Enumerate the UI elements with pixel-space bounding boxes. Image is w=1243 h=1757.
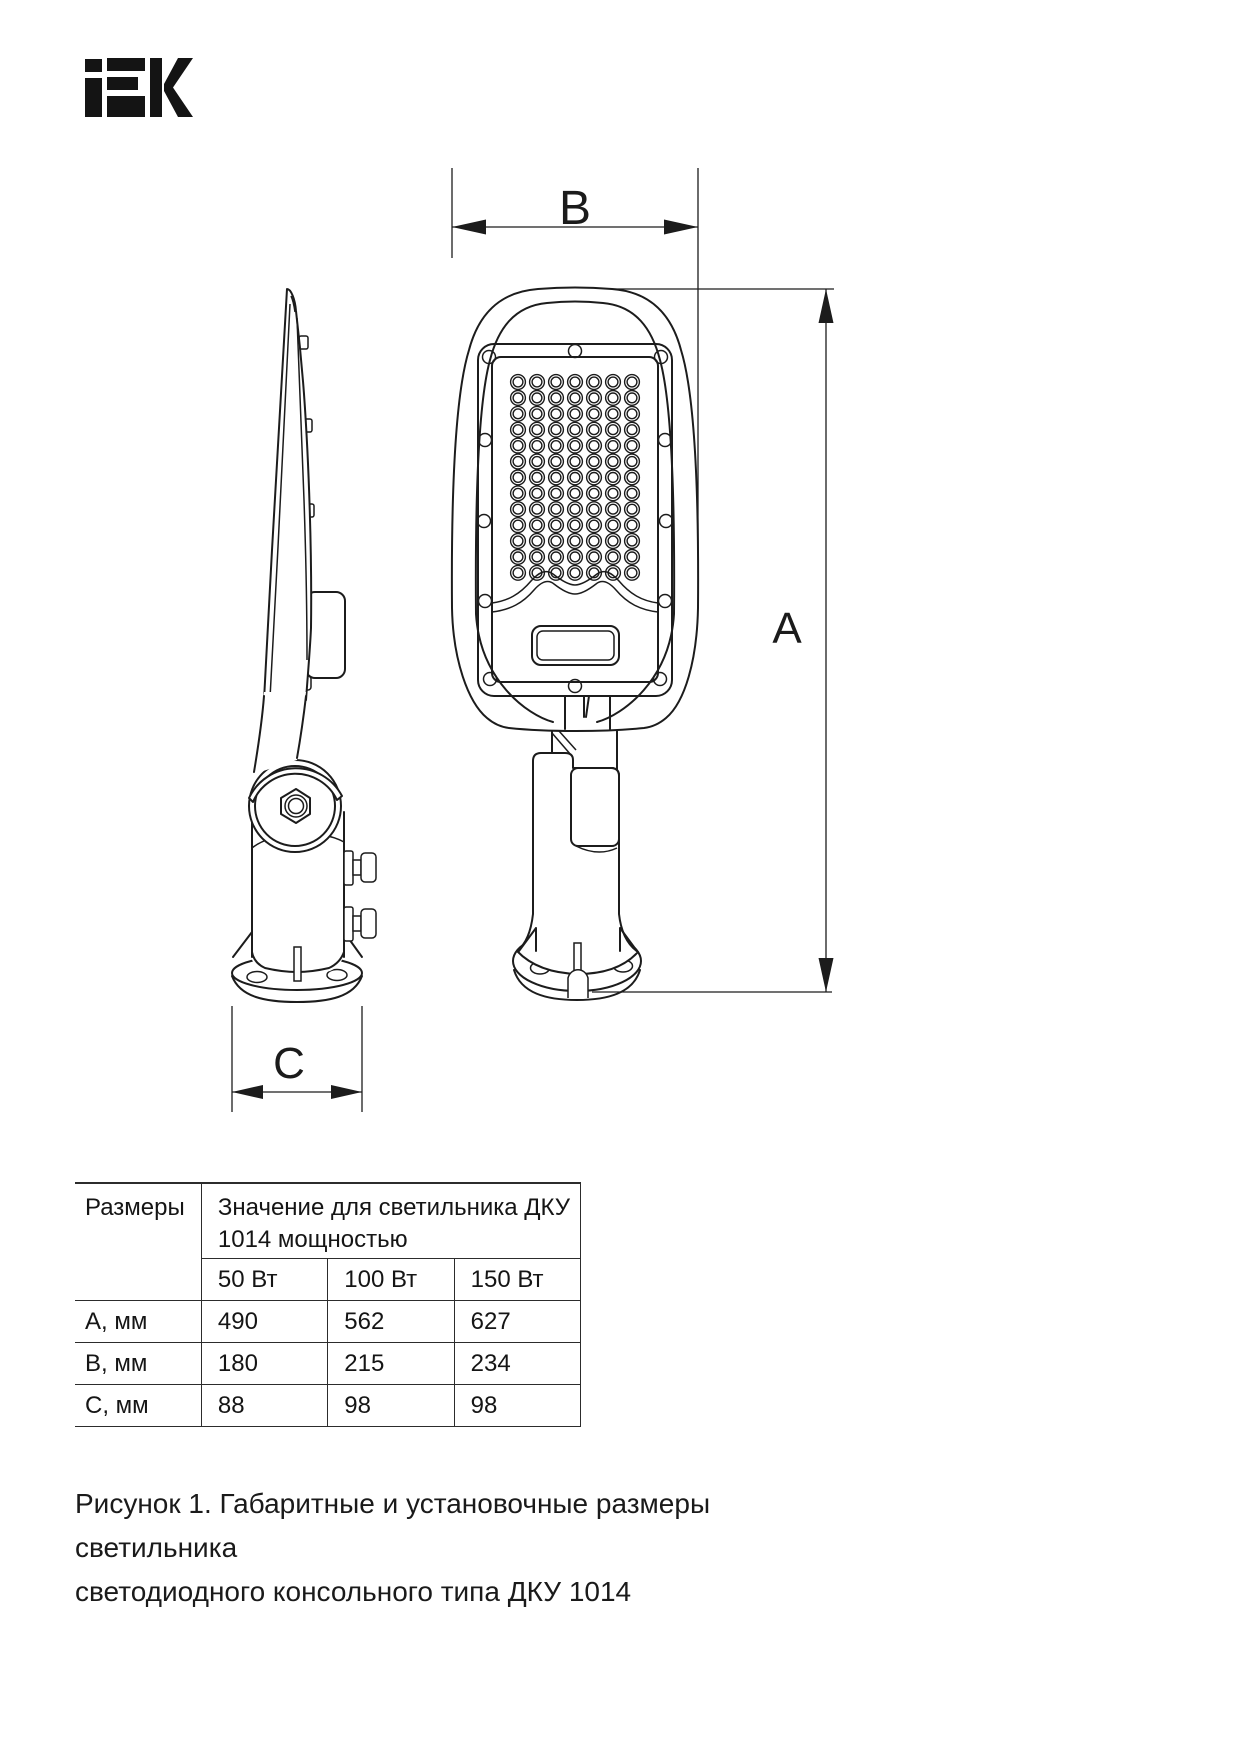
table-cell: 562 <box>328 1301 454 1343</box>
front-flange-slot <box>574 943 581 973</box>
side-pivot-joint <box>249 692 342 852</box>
figure-caption-line1: Рисунок 1. Габаритные и установочные размеры светильника <box>75 1488 711 1563</box>
dimension-label-a: A <box>772 604 802 653</box>
table-header-power-50: 50 Вт <box>201 1259 327 1301</box>
side-view <box>232 289 376 1002</box>
table-row-c <box>75 1385 581 1427</box>
dimension-c <box>232 1006 362 1112</box>
dimensions-table <box>75 1182 581 1427</box>
table-cell: 88 <box>201 1385 327 1427</box>
table-header-power-150: 150 Вт <box>454 1259 580 1301</box>
table-row-a <box>75 1301 581 1343</box>
table-row-b <box>75 1343 581 1385</box>
front-cable-lines <box>552 731 576 755</box>
front-flange-notch <box>568 970 588 998</box>
table-cell: 490 <box>201 1301 327 1343</box>
row-label: B, мм <box>75 1343 201 1385</box>
table-cell: 627 <box>454 1301 580 1343</box>
figure-caption-line2: светодиодного консольного типа ДКУ 1014 <box>75 1576 632 1607</box>
table-header-group: Значение для светильника ДКУ 1014 мощностью <box>201 1183 580 1259</box>
table-cell: 234 <box>454 1343 580 1385</box>
side-clamp-bolts <box>344 851 376 941</box>
table-header-power-100: 100 Вт <box>328 1259 454 1301</box>
table-cell: 180 <box>201 1343 327 1385</box>
table-cell: 215 <box>328 1343 454 1385</box>
front-view <box>452 288 698 1001</box>
dimension-label-c: C <box>273 1039 305 1088</box>
row-label: C, мм <box>75 1385 201 1427</box>
row-label: A, мм <box>75 1301 201 1343</box>
side-flange-slot <box>294 947 301 981</box>
table-header-sizes: Размеры <box>75 1183 201 1301</box>
figure-caption <box>75 1482 855 1614</box>
table-cell: 98 <box>454 1385 580 1427</box>
table-cell: 98 <box>328 1385 454 1427</box>
dimension-label-b: B <box>558 182 592 235</box>
table-header-row <box>75 1183 581 1259</box>
